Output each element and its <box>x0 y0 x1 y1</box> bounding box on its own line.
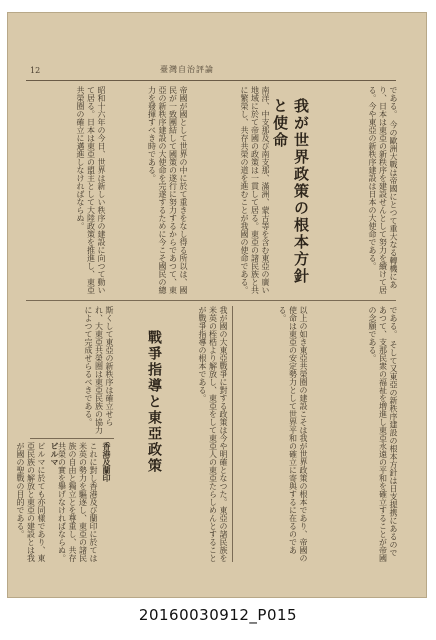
article-1-body-b: 帝國が國として世界の中に於て重きをなし得る所以は、國民が一致團結して國策の遂行に努力するからであつて、東亞の新秩序建設の大使命を完遂するために今こそ國民の總力を發揮すべき時である。 <box>147 86 188 294</box>
article-1-opening-text: である。 今の歐洲大戰は帝國にとつて重大なる轉機にあり、日本は東亞の新秩序を建設せんとして努力を續けて居る。今や東亞の新秩序建設は日本の大使命である。 <box>368 86 398 294</box>
header-rule <box>26 80 396 81</box>
page-number: 12 <box>30 66 41 75</box>
column-rule <box>232 306 233 562</box>
article-2-body-d: ビルマに於ても亦同樣であり、東亞民族の解放と東亞の建設とは我が國の聖戰の目的である。 <box>16 442 46 562</box>
article-2-body-c: これに對し香港及び蘭印に於ては米英の勢力を驅逐し、東亞の諸民族の自由と獨立とを尊重し、共存共榮の實を擧げなければならぬ。 <box>57 442 98 562</box>
image-caption: 20160030912_P015 <box>138 606 298 624</box>
article-1-title: 我が世界政策の根本方針と使命 <box>271 98 310 285</box>
lower-rule <box>30 438 114 439</box>
subhead-hongkong: 香港及蘭印 <box>102 442 112 482</box>
article-1-body-a: 南洋、中支那及び南支那、滿洲、蒙古等を含む東亞の廣い地域に於て帝國の政策は一貫して居る。東亞の諸民族と共に繁榮し、共存共榮の道を進むことが我國の使命である。 <box>240 86 270 294</box>
article-2-body-b: 斯くして東亞の新秩序は確立せられ、大東亞共榮圈は東亞民族の協力によつて完成せらるべきである。 <box>84 306 114 434</box>
article-1-continuation-a: である。 そして又東亞の新秩序建設の根本方針は日支提携にあるのであつて、支那民衆の福祉を増進し東亞永遠の平和を確立することが帝國の念願である。 <box>368 306 398 562</box>
article-2-title: 戰爭指導と東亞政策 <box>146 330 162 474</box>
middle-rule <box>26 300 396 301</box>
article-1-continuation-b: 以上の如き東亞共榮圈の建設こそは我が世界政策の根本であり、帝國の使命は東亞の安定勢力として世界平和の確立に寄與するに在るのである。 <box>278 306 308 562</box>
article-2-body-a: 我が國の大東亞戰爭に對する政策は今や明確となつた。東亞の諸民族を米英の桎梏より解放し、東亞をして東亞人の東亞たらしめんとすることが戰爭指導の根本である。 <box>198 306 228 562</box>
magazine-title: 臺灣自治評論 <box>160 65 214 74</box>
subhead-burma: ビルマ <box>50 442 60 466</box>
article-1-body-c: 昭和十六年の今日、世界は新しい秩序の建設に向つて動いて居る。日本は東亞の盟主として大陸政策を推進し、東亞共榮圈の確立に邁進しなければならぬ。 <box>76 86 106 294</box>
